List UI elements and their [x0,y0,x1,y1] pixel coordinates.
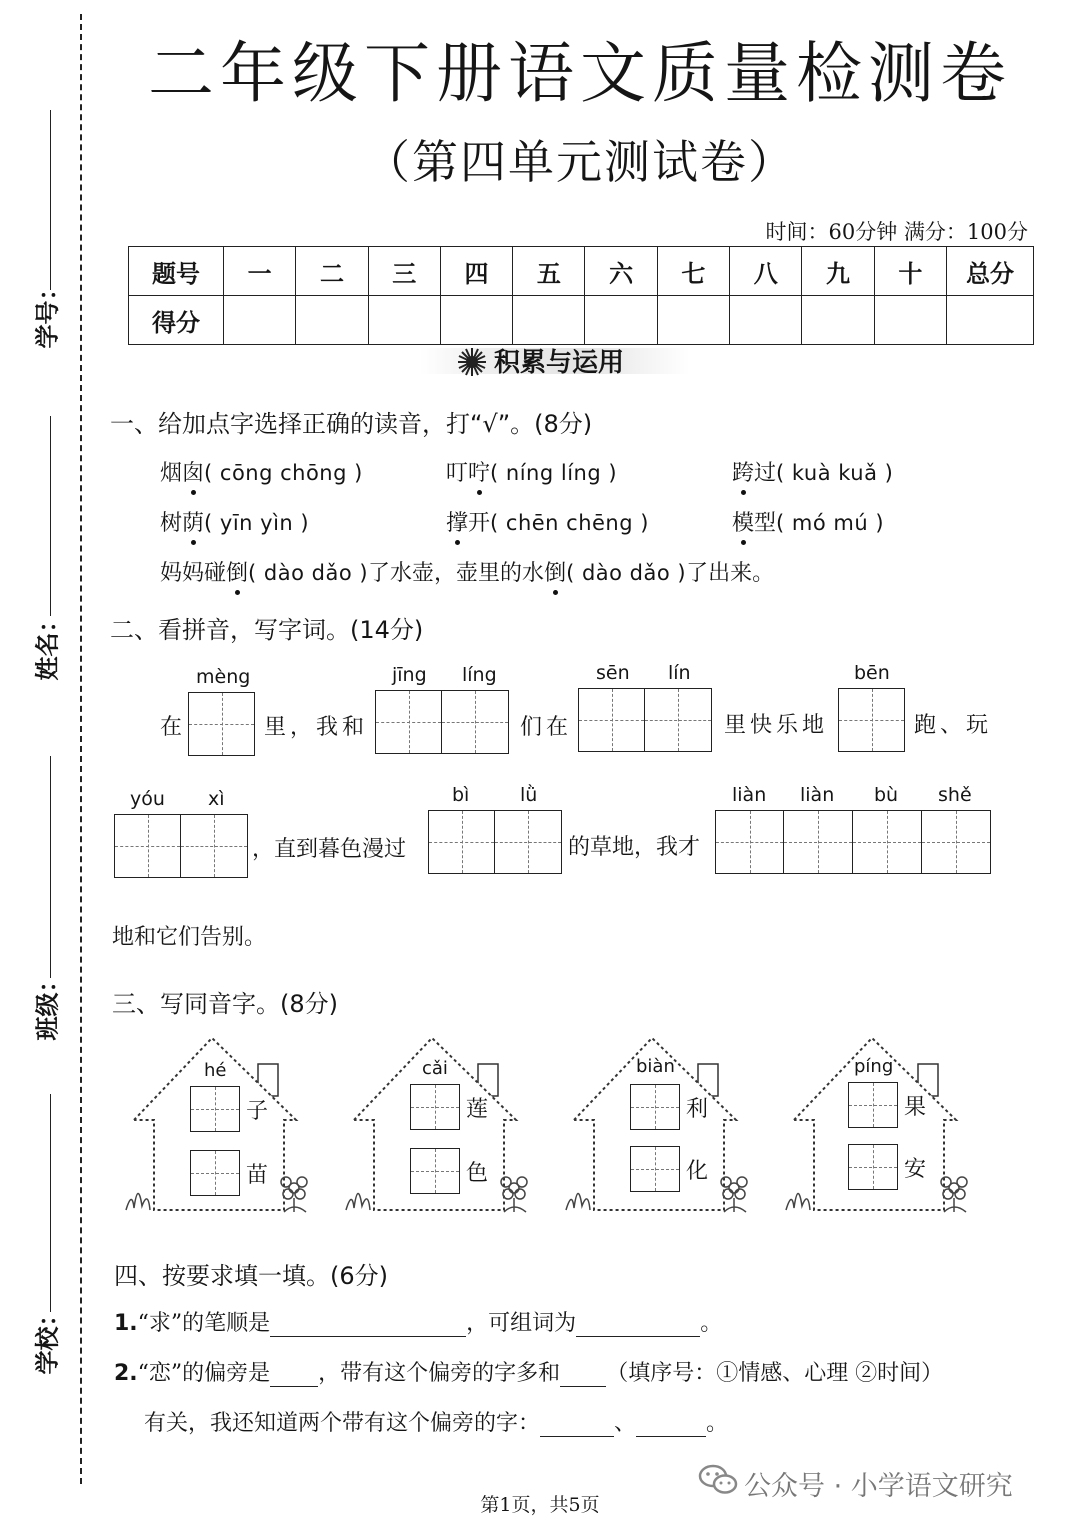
house-char: 子 [246,1099,269,1124]
score-table-col: 十 [874,247,946,296]
q2-text: 里快乐地 [724,713,829,738]
q1-item: 叮咛( níng líng ) [446,456,617,487]
q2-text: 们在 [520,715,573,740]
dotted-char: 跨 [732,456,754,487]
house-pinyin: biàn [636,1056,675,1077]
score-cell[interactable] [368,296,440,345]
score-table-col: 三 [368,247,440,296]
dotted-char: 模 [732,506,754,537]
pinyin-label: lín [668,662,691,684]
q2-text: 跑、玩 [914,713,993,738]
tianzi-grid[interactable] [375,690,509,754]
dotted-char: 撑 [446,506,468,537]
answer-box[interactable] [410,1148,460,1194]
page-title: 二年级下册语文质量检测卷 [148,35,1012,112]
score-cell[interactable] [224,296,296,345]
q1-item: 树荫( yīn yìn ) [160,506,309,537]
q4-item-1: 1.“求”的笔顺是 ，可组词为 。 [114,1311,723,1336]
score-cell[interactable] [874,296,946,345]
class-label: 班级： [33,968,62,1041]
student-id-label: 学号： [33,276,62,349]
student-id-blank[interactable] [50,110,51,290]
answer-blank[interactable] [270,1364,318,1387]
answer-blank[interactable] [270,1314,466,1337]
pinyin-options[interactable]: ( níng líng ) [490,461,618,485]
score-cell[interactable] [657,296,729,345]
house-pinyin: hé [204,1060,227,1081]
pinyin-options[interactable]: ( kuà kuǎ ) [776,461,894,485]
name-blank[interactable] [50,416,51,616]
pinyin-label: líng [462,664,497,686]
score-table-col-total: 总分 [947,247,1034,296]
house-char: 安 [904,1157,927,1182]
house-char: 果 [904,1095,927,1120]
q1-sentence: 妈妈碰倒( dào dǎo )了水壶，壶里的水倒( dào dǎo )了出来。 [160,556,774,587]
homophone-house [564,1030,754,1220]
score-table-row-header: 得分 [129,296,224,345]
score-table-row-header: 题号 [129,247,224,296]
pinyin-label: sēn [596,662,630,684]
answer-box[interactable] [630,1084,680,1130]
house-char: 化 [686,1159,709,1184]
house-char: 苗 [246,1163,269,1188]
q4-item-2: 2.“恋”的偏旁是 ，带有这个偏旁的字多和 （填序号：①情感、心理 ②时间） [114,1361,944,1386]
class-blank[interactable] [50,756,51,978]
answer-box[interactable] [190,1150,240,1196]
score-table [128,246,1034,345]
pinyin-label: bù [874,784,899,806]
score-cell[interactable] [947,296,1034,345]
answer-box[interactable] [848,1082,898,1128]
score-table-header-row [129,247,1034,296]
answer-blank[interactable] [576,1314,700,1337]
score-cell[interactable] [440,296,512,345]
school-blank[interactable] [50,1094,51,1312]
pinyin-options[interactable]: ( yīn yìn ) [204,511,310,535]
name-label: 姓名： [33,608,62,681]
q2-heading: 二、看拼音，写字词。(14分) [110,616,424,644]
score-table-col: 八 [730,247,802,296]
answer-blank[interactable] [560,1364,606,1387]
house-pinyin: cǎi [422,1058,448,1079]
pinyin-label: yóu [130,788,165,810]
pinyin-label: lǜ [520,784,538,806]
homophone-house [124,1030,314,1220]
answer-blank[interactable] [636,1414,706,1437]
q1-item: 烟囱( cōng chōng ) [160,456,363,487]
score-cell[interactable] [730,296,802,345]
q1-item: 跨过( kuà kuǎ ) [732,456,893,487]
answer-box[interactable] [630,1146,680,1192]
section-title: 积累与运用 [494,348,625,378]
score-table-score-row [129,296,1034,345]
pinyin-options[interactable]: ( dào dǎo ) [248,561,369,585]
score-table-col: 四 [440,247,512,296]
pinyin-label: liàn [800,784,835,806]
score-table-col: 五 [513,247,585,296]
house-char: 利 [686,1097,709,1122]
score-table-col: 九 [802,247,874,296]
q2-text: 在 [160,715,183,740]
answer-box[interactable] [410,1084,460,1130]
q1-item: 撑开( chēn chēng ) [446,506,649,537]
q4-item-2-line2: 有关，我还知道两个带有这个偏旁的字： 、 。 [144,1411,729,1436]
score-cell[interactable] [513,296,585,345]
answer-box[interactable] [190,1086,240,1132]
tianzi-grid[interactable] [428,810,562,874]
pinyin-label: shě [938,784,972,806]
pinyin-label: bēn [854,662,890,684]
house-pinyin: píng [854,1056,894,1077]
dotted-char: 倒 [544,556,566,587]
score-cell[interactable] [296,296,368,345]
homophone-house [344,1030,534,1220]
answer-box[interactable] [848,1144,898,1190]
score-cell[interactable] [585,296,657,345]
pinyin-options[interactable]: ( cōng chōng ) [204,461,363,485]
pinyin-options[interactable]: ( mó mú ) [776,511,885,535]
pinyin-label: mèng [196,666,251,688]
tianzi-grid[interactable] [715,810,991,874]
q2-text: 地和它们告别。 [112,925,267,950]
score-table-col: 一 [224,247,296,296]
pinyin-label: xì [208,788,225,810]
section-banner [420,340,700,380]
score-cell[interactable] [802,296,874,345]
school-label: 学校： [33,1302,62,1375]
time-info: 时间：60分钟 满分：100分 [765,220,1028,244]
dotted-char: 咛 [468,456,490,487]
pinyin-options[interactable]: ( chēn chēng ) [490,511,649,535]
tianzi-grid[interactable] [838,688,905,752]
dotted-char: 荫 [182,506,204,537]
score-table-col: 六 [585,247,657,296]
house-char: 莲 [466,1097,489,1122]
pinyin-label: jīng [392,664,427,686]
q3-heading: 三、写同音字。(8分) [112,990,338,1018]
q2-text: 的草地，我才 [568,835,701,860]
homophone-house [784,1030,974,1220]
pinyin-options[interactable]: ( dào dǎo ) [566,561,687,585]
tianzi-grid[interactable] [578,688,712,752]
tianzi-grid[interactable] [188,692,255,756]
q2-text: 里，我和 [264,715,369,740]
sun-icon [456,346,488,378]
answer-blank[interactable] [540,1414,614,1437]
pinyin-label: bì [452,784,470,806]
page-subtitle: （第四单元测试卷） [364,135,796,189]
page-number: 第1页，共5页 [480,1494,600,1516]
q2-text: ，直到暮色漫过 [252,837,407,862]
dotted-char: 囱 [182,456,204,487]
tianzi-grid[interactable] [114,814,248,878]
pinyin-label: liàn [732,784,767,806]
dotted-char: 倒 [226,556,248,587]
score-table-col: 七 [657,247,729,296]
q1-item: 模型( mó mú ) [732,506,884,537]
binding-dashed-line [80,14,82,1484]
score-table-col: 二 [296,247,368,296]
q4-heading: 四、按要求填一填。(6分) [114,1262,388,1290]
house-char: 色 [466,1161,489,1186]
watermark: 公众号 · 小学语文研究 [744,1471,1013,1502]
q1-heading: 一、给加点字选择正确的读音，打“√”。(8分) [110,410,593,438]
